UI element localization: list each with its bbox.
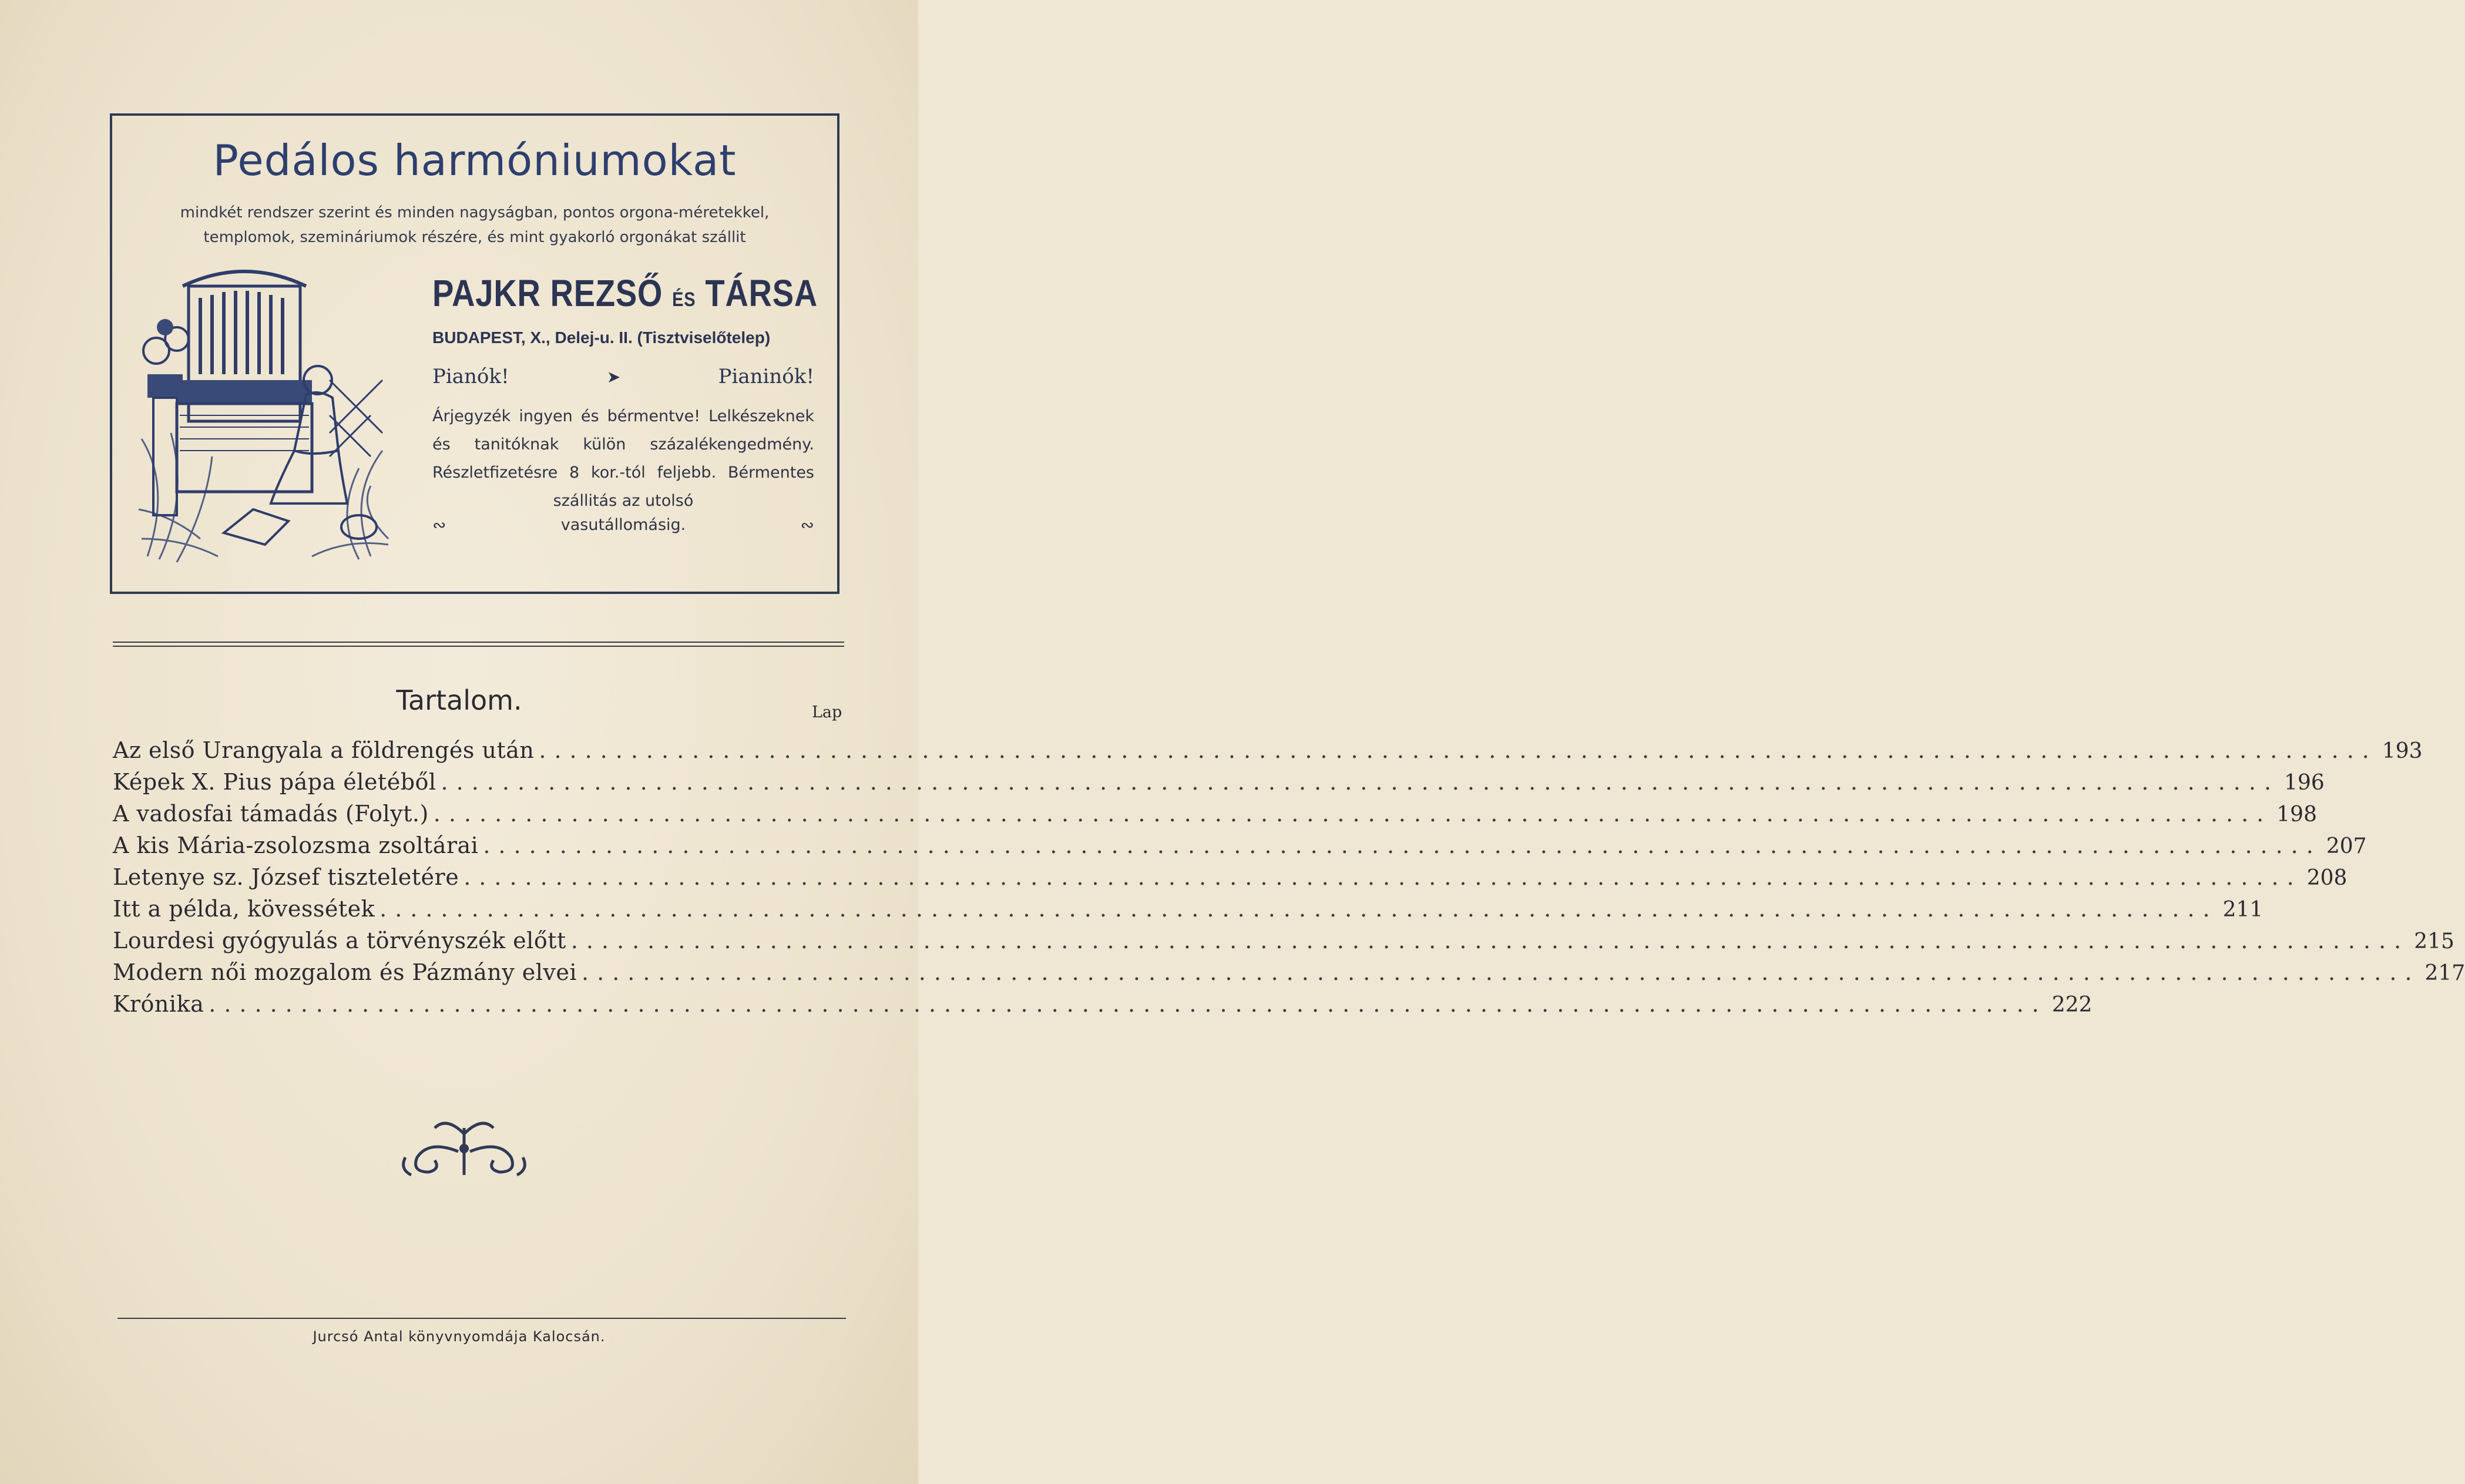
contents-entry-page: 215 (2414, 929, 2454, 953)
contents-entry-page: 193 (2382, 739, 2423, 763)
footer-divider (117, 1318, 846, 1319)
swirl-ornament-icon: ∾ (432, 515, 446, 535)
contents-entry-page: 222 (2051, 993, 2093, 1017)
contents-entry (113, 896, 2263, 928)
company-name-main: PAJKR REZSŐ (432, 272, 663, 314)
contents-entry (113, 737, 2423, 769)
contents-leader-dots: ........................................................................................................................ (433, 801, 2272, 827)
contents-page-header: Lap (812, 703, 842, 721)
contents-entry-title: Itt a példa, kövessétek (113, 896, 375, 922)
arrow-ornament-icon: ➤ (606, 367, 621, 387)
ad-text-column (432, 272, 818, 535)
floral-vignette-icon (399, 1116, 529, 1181)
contents-entry-page: 208 (2306, 866, 2348, 890)
ad-title: Pedálos harmóniumokat (213, 136, 737, 185)
contents-entry (113, 801, 2317, 832)
advertisement-box (110, 113, 839, 594)
contents-leader-dots: ........................................................................................................................ (380, 896, 2218, 922)
contents-entry-title: A vadosfai támadás (Folyt.) (113, 801, 429, 827)
contents-leader-dots: ........................................................................................................................ (539, 737, 2377, 763)
contents-entry-title: Modern női mozgalom és Pázmány elvei (113, 959, 577, 985)
contents-entry (113, 769, 2325, 801)
pianos-right: Pianinók! (718, 365, 814, 388)
contents-leader-dots: ........................................................................................................................ (570, 928, 2410, 953)
divider-line (113, 642, 844, 643)
contents-entry (113, 832, 2367, 864)
ad-body-last: vasutállomásig. (560, 516, 686, 534)
contents-entry-title: Képek X. Pius pápa életéből (113, 769, 436, 795)
company-name (432, 272, 818, 314)
contents-leader-dots: ........................................................................................................................ (441, 769, 2280, 795)
contents-title: Tartalom. (396, 684, 522, 716)
contents-entry-title: A kis Mária-zsolozsma zsoltárai (113, 832, 479, 858)
pianos-left: Pianók! (432, 365, 509, 388)
contents-entry-title: Krónika (113, 991, 204, 1017)
contents-entry-page: 196 (2284, 771, 2325, 795)
pianos-line (432, 365, 814, 388)
company-name-connector: ÉS (672, 288, 696, 311)
contents-entry-title: Lourdesi gyógyulás a törvényszék előtt (113, 928, 566, 953)
contents-entry-page: 207 (2326, 834, 2367, 858)
ad-body-last-line (432, 515, 814, 535)
divider-line (113, 646, 844, 647)
contents-entry-title: Letenye sz. József tiszteletére (113, 864, 459, 890)
contents-list (113, 737, 2465, 1023)
contents-entry-page: 211 (2222, 898, 2263, 922)
contents-entry (113, 864, 2348, 896)
company-address: BUDAPEST, X., Delej-u. II. (Tisztviselőtelep) (432, 328, 771, 347)
swirl-ornament-icon: ∾ (800, 515, 814, 535)
contents-leader-dots: ........................................................................................................................ (483, 832, 2322, 858)
contents-leader-dots: ........................................................................................................................ (464, 864, 2302, 890)
harmonium-illustration-icon (136, 263, 394, 568)
ad-body-text: Árjegyzék ingyen és bérmentve! Lelkészeknek és tanitóknak külön százalékengedmény. Részletfizetésre 8 kor.-tól feljebb. Bérmentes szállitás az utolsó (432, 407, 814, 510)
ad-subtitle-line2: templomok, szemináriumok részére, és mint gyakorló orgonákat szállit (203, 229, 746, 246)
contents-entry-title: Az első Urangyala a földrengés után (113, 737, 535, 763)
contents-entry (113, 928, 2454, 959)
contents-entry (113, 959, 2465, 991)
contents-entry-page: 198 (2276, 803, 2317, 827)
company-name-end: TÁRSA (705, 272, 818, 314)
printer-imprint: Jurcsó Antal könyvnyomdája Kalocsán. (313, 1328, 606, 1345)
contents-entry (113, 991, 2093, 1023)
contents-leader-dots: ........................................................................................................................ (582, 959, 2420, 985)
contents-leader-dots: ........................................................................................................................ (209, 991, 2047, 1017)
contents-entry-page: 217 (2424, 961, 2465, 985)
ad-subtitle-line1: mindkét rendszer szerint és minden nagyságban, pontos orgona-méretekkel, (180, 204, 770, 221)
